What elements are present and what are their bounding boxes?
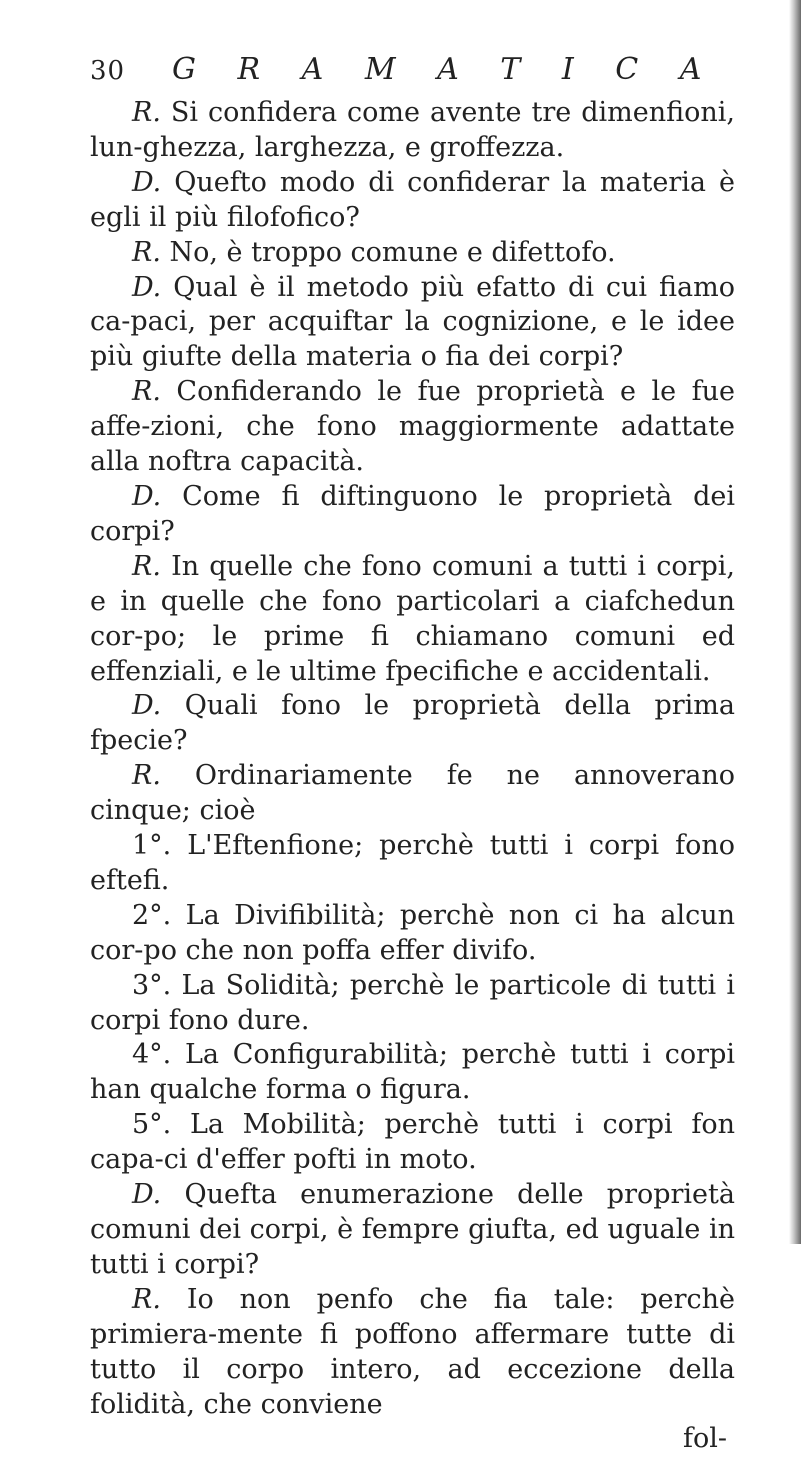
- speaker-label: D.: [132, 690, 162, 722]
- paragraph: [90, 1283, 735, 1423]
- paragraph-text: 4°. La Configurabilità; perchè tutti i corpi han qualche forma o figura.: [90, 1039, 735, 1106]
- paragraph-text: Quefto modo di confiderar la materia è egli il più filofofico?: [90, 166, 735, 233]
- paragraph-text: 2°. La Divifibilità; perchè non ci ha alcun cor-po che non poffa effer divifo.: [90, 899, 735, 966]
- speaker-label: R.: [132, 550, 161, 582]
- paragraph-text: 3°. La Solidità; perchè le particole di tutti i corpi fono dure.: [90, 969, 735, 1036]
- list-item: [90, 1108, 735, 1178]
- speaker-label: D.: [132, 166, 162, 198]
- paragraph: [90, 1178, 735, 1283]
- list-item: [90, 1038, 735, 1108]
- running-title: G R A M A T I C A: [172, 52, 716, 87]
- running-head: [90, 52, 735, 92]
- book-page: [90, 52, 735, 1457]
- paragraph: [90, 375, 735, 480]
- page-edge-shadow: [789, 0, 801, 1244]
- page-number: 30: [90, 56, 126, 86]
- paragraph: [90, 550, 735, 690]
- paragraph-text: 5°. La Mobilità; perchè tutti i corpi fon capa-ci d'effer pofti in moto.: [90, 1109, 735, 1176]
- paragraph: [90, 271, 735, 376]
- paragraph-text: Confiderando le fue proprietà e le fue affe-zioni, che fono maggiormente adattate alla noftra capacità.: [90, 376, 735, 478]
- paragraph: [90, 236, 735, 271]
- speaker-label: D.: [132, 271, 162, 303]
- dialogue-text: [90, 96, 735, 1422]
- paragraph-text: Come fi diftinguono le proprietà dei corpi?: [90, 480, 735, 547]
- catchword: fol-: [682, 1423, 727, 1455]
- paragraph-text: Ordinariamente fe ne annoverano cinque; cioè: [90, 760, 735, 827]
- paragraph-text: Quefta enumerazione delle proprietà comuni dei corpi, è fempre giufta, ed uguale in tutti i corpi?: [90, 1179, 735, 1280]
- speaker-label: R.: [132, 760, 161, 792]
- paragraph-text: In quelle che fono comuni a tutti i corpi, e in quelle che fono particolari a ciafchedun cor-po; le prime fi chiamano comuni ed effenziali, e le ultime fpecifiche e accidentali.: [90, 550, 735, 687]
- paragraph: [90, 96, 735, 166]
- paragraph: [90, 480, 735, 550]
- speaker-label: R.: [132, 1283, 161, 1315]
- list-item: [90, 829, 735, 899]
- speaker-label: D.: [132, 480, 162, 512]
- paragraph-text: Si confidera come avente tre dimenfioni, lun-ghezza, larghezza, e groffezza.: [90, 97, 735, 163]
- list-item: [90, 899, 735, 969]
- speaker-label: R.: [132, 376, 161, 408]
- paragraph: [90, 759, 735, 829]
- paragraph-text: No, è troppo comune e difettofo.: [169, 236, 616, 268]
- paragraph-text: Io non penfo che fia tale: perchè primiera-mente fi poffono affermare tutte di tutto il corpo intero, ad eccezione della folidità, che conviene: [90, 1283, 735, 1420]
- speaker-label: R.: [132, 236, 161, 268]
- paragraph-text: 1°. L'Eftenfione; perchè tutti i corpi fono eftefi.: [90, 830, 735, 896]
- paragraph: [90, 166, 735, 236]
- paragraph-text: Quali fono le proprietà della prima fpecie?: [90, 690, 735, 757]
- speaker-label: D.: [132, 1179, 162, 1211]
- paragraph: [90, 689, 735, 759]
- speaker-label: R.: [132, 97, 161, 128]
- list-item: [90, 969, 735, 1039]
- paragraph-text: Qual è il metodo più efatto di cui fiamo ca-paci, per acquiftar la cognizione, e le idee più giufte della materia o fia dei corpi?: [90, 271, 735, 373]
